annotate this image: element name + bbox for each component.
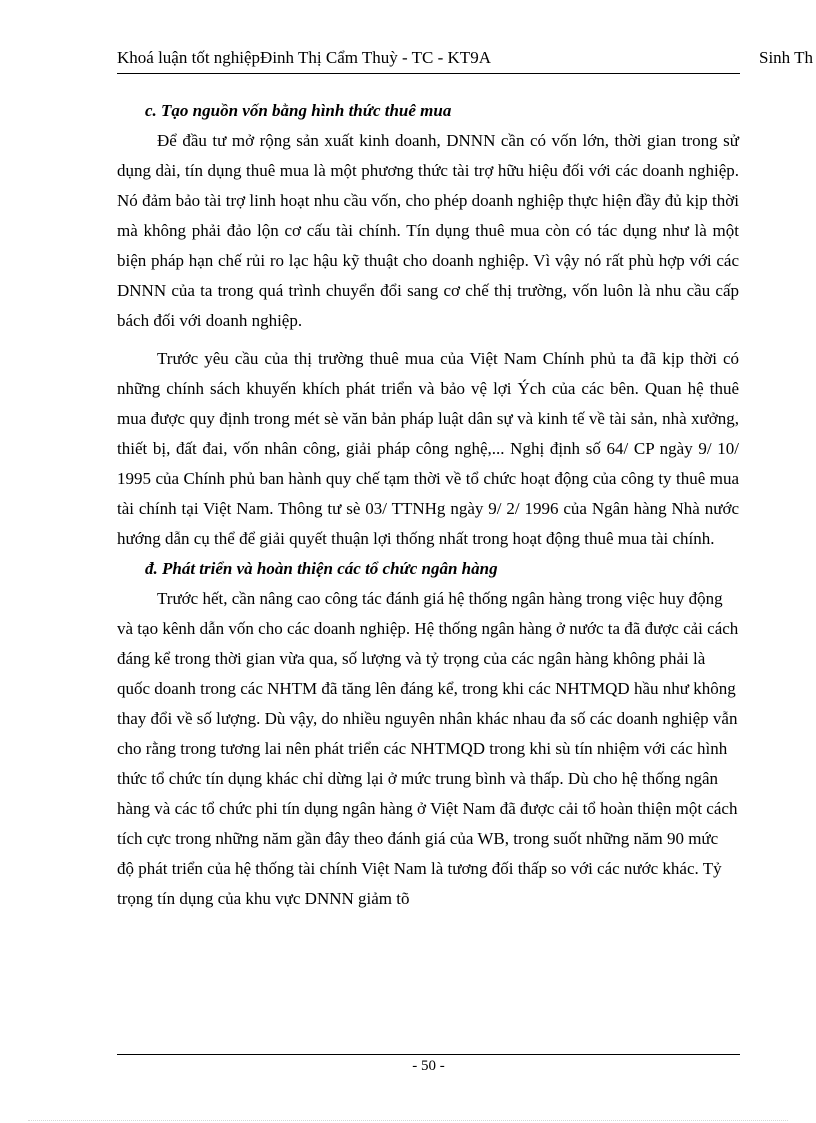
header-title: Khoá luận tốt nghiệpĐinh Thị Cẩm Thuỳ - TC - KT9A: [117, 48, 491, 67]
page-bottom-divider: [28, 1120, 788, 1121]
header-right-text: Sinh Th: [759, 48, 814, 67]
page-number: - 50 -: [412, 1058, 445, 1074]
footer-rule: [117, 1054, 740, 1055]
header-rule: [117, 73, 740, 74]
section-d-paragraph-1: Trước hết, cần nâng cao công tác đánh giá hệ thống ngân hàng trong việc huy động và tạo kênh dẫn vốn cho các doanh nghiệp. Hệ thống ngân hàng ở nước ta đã được cải cách đáng kể trong thời gian vừa qua, số lượng và tỷ trọng của các ngân hàng không phải là quốc doanh trong các NHTM đã tăng lên đáng kể, trong khi các NHTMQD hầu như không thay đổi về số lượng. Dù vậy, do nhiều nguyên nhân khác nhau đa số các doanh nghiệp vẫn cho rằng trong tương lai nên phát triển các NHTMQD trong khi sù tín nhiệm với các hình thức tổ chức tín dụng khác chỉ dừng lại ở mức trung bình và thấp. Dù cho hệ thống ngân hàng và các tổ chức phi tín dụng ngân hàng ở Việt Nam đã được cải tổ hoàn thiện một cách tích cực trong những năm gần đây theo đánh giá của WB, trong suốt những năm 90 mức độ phát triển của hệ thống tài chính Việt Nam là tương đối thấp so với các nước khác. Tỷ trọng tín dụng của khu vực DNNN giảm tõ: [117, 589, 739, 908]
running-header: [117, 48, 816, 72]
section-d-heading: đ. Phát triển và hoàn thiện các tổ chức ngân hàng: [145, 559, 498, 578]
section-c-heading: c. Tạo nguồn vốn bằng hình thức thuê mua: [145, 101, 452, 120]
section-c-paragraph-2: Trước yêu cầu của thị trường thuê mua của Việt Nam Chính phủ ta đã kịp thời có những chính sách khuyến khích phát triển và bảo vệ lợi Ých của các bên. Quan hệ thuê mua được quy định trong mét sè văn bản pháp luật dân sự và kinh tế về tài sản, nhà xưởng, thiết bị, đất đai, vốn nhân công, giải pháp công nghệ,... Nghị định số 64/ CP ngày 9/ 10/ 1995 của Chính phủ ban hành quy chế tạm thời về tổ chức hoạt động của công ty thuê mua tài chính tại Việt Nam. Thông tư sè 03/ TTNHg ngày 9/ 2/ 1996 của Ngân hàng Nhà nước hướng dẫn cụ thể để giải quyết thuận lợi thống nhất trong hoạt động thuê mua tài chính.: [117, 349, 739, 548]
page-body: [117, 96, 739, 914]
section-c-paragraph-1: Để đầu tư mở rộng sản xuất kinh doanh, DNNN cần có vốn lớn, thời gian trong sử dụng dài, tín dụng thuê mua là một phương thức tài trợ hữu hiệu đối với các doanh nghiệp. Nó đảm bảo tài trợ linh hoạt nhu cầu vốn, cho phép doanh nghiệp thực hiện đầy đủ kịp thời mà không phải đảo lộn cơ cấu tài chính. Tín dụng thuê mua còn có tác dụng như là một biện pháp hạn chế rủi ro lạc hậu kỹ thuật cho doanh nghiệp. Vì vậy nó rất phù hợp với các DNNN của ta trong quá trình chuyển đổi sang cơ chế thị trường, vốn luôn là nhu cầu cấp bách đối với doanh nghiệp.: [117, 131, 739, 330]
